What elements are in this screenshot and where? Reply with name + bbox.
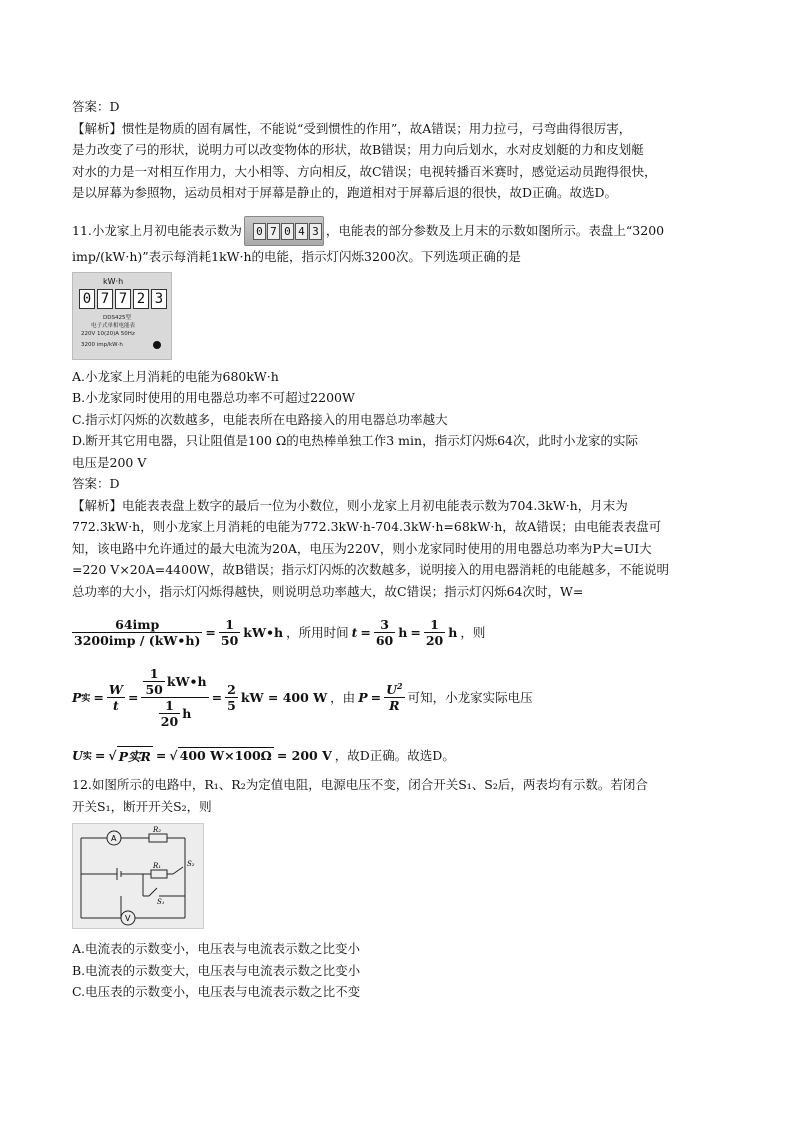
q11-analysis xyxy=(72,495,732,603)
meter-digit: 3 xyxy=(151,289,167,309)
formula-energy: $\frac{\text{64imp}}{\text{3200imp / (kW•h)}}$ = $\frac{1}{50}$ kW•h ，所用时间 t = $\frac{3}{60}$ h = $\frac{1}{20}$ h ，则 xyxy=(74,616,486,648)
q11-stem-part2: ，电能表的部分参数及上月末的示数如图所示。表盘上“3200 xyxy=(325,222,665,238)
analysis-line: =220 V×20A=4400W，故B错误；指示灯闪烁的次数越多，说明接入的用电器消耗的电能越多，不能说明 xyxy=(72,562,670,577)
option-b: B.小龙家同时使用的用电器总功率不可超过2200W xyxy=(72,390,355,405)
option-a: A.小龙家上月消耗的电能为680kW·h xyxy=(72,368,279,384)
meter-digit: 0 xyxy=(281,223,294,240)
q11-stem-line2: imp/(kW·h)”表示每消耗1kW·h的电能，指示灯闪烁3200次。下列选项正确的是 xyxy=(72,249,521,264)
inline-meter-image xyxy=(244,216,324,246)
analysis-line: 【解析】电能表表盘上数字的最后一位为小数位，则小龙家上月初电能表示数为704.3kW·h，月末为 xyxy=(72,497,628,513)
meter-model: DDS425型 xyxy=(103,314,131,321)
meter-digit: 0 xyxy=(79,289,95,309)
option-b: B.电流表的示数变大，电压表与电流表示数之比变小 xyxy=(72,962,361,978)
q12-options xyxy=(72,938,732,1003)
document-page xyxy=(72,96,732,1003)
s2-label: S₂ xyxy=(187,860,195,868)
meter-digit: 0 xyxy=(253,223,266,240)
r1-label: R₁ xyxy=(153,862,162,870)
option-c: C.指示灯闪烁的次数越多，电能表所在电路接入的用电器总功率越大 xyxy=(72,411,448,427)
meter-rating: 220V 10(20)A 50Hz xyxy=(81,330,135,337)
meter-constant: 3200 imp/kW·h xyxy=(81,341,123,348)
analysis-line: 772.3kW·h，则小龙家上月消耗的电能为772.3kW·h-704.3kW·h=68kW·h，故A错误；由电能表表盘可 xyxy=(72,519,662,534)
formula-voltage: U 实 = √ P实R = √ 400 W×100Ω = 200 V ，故D正确。故选D。 xyxy=(72,747,455,764)
option-c: C.电压表的示数变小，电压表与电流表示数之比不变 xyxy=(72,984,361,999)
q12-stem-line1: 12.如图所示的电路中，R₁、R₂为定值电阻，电源电压不变，闭合开关S₁、S₂后，两表均有示数。若闭合 xyxy=(72,777,648,792)
sqrt-icon: √ xyxy=(108,747,117,763)
circuit-diagram xyxy=(72,823,204,929)
q10-analysis xyxy=(72,118,732,204)
meter-unit: kW·h xyxy=(103,276,124,286)
analysis-line: 【解析】惯性是物质的固有属性，不能说“受到惯性的作用”，故A错误；用力拉弓，弓弯曲得很厉害， xyxy=(72,120,632,136)
meter-digit: 3 xyxy=(309,223,322,240)
q12-stem-line2: 开关S₁，断开开关S₂，则 xyxy=(72,798,212,814)
indicator-light-icon xyxy=(153,341,161,349)
meter-digit: 7 xyxy=(97,289,113,309)
analysis-line: 对水的力是一对相互作用力，大小相等、方向相反，故C错误；电视转播百米赛时，感觉运动员跑得很快， xyxy=(72,163,657,179)
meter-type: 电子式单相电能表 xyxy=(91,322,136,329)
formula-power: P 实 = $\frac{W}{t}$ = $\frac{1}{50}$ kW•h $\frac{1}{20}$ h = $\frac{2}{5}$ kW = 400 W ，由 P = $\frac{U^2}{R}$ 可知，小龙家实际电压 xyxy=(72,665,533,729)
option-d-cont: 电压是200 V xyxy=(72,454,147,470)
analysis-line: 知，该电路中允许通过的最大电流为20A，电压为220V，则小龙家同时使用的用电器总功率为P大=UI大 xyxy=(72,540,652,556)
analysis-line: 是力改变了弓的形状，说明力可以改变物体的形状，故B错误；用力向后划水，水对皮划艇的力和皮划艇 xyxy=(72,142,644,157)
meter-digit: 7 xyxy=(267,223,280,240)
q11-answer: 答案：D xyxy=(72,476,120,491)
meter-digit: 7 xyxy=(115,289,131,309)
analysis-line: 总功率的大小，指示灯闪烁得越快，则说明总功率越大，故C错误；指示灯闪烁64次时，W= xyxy=(72,583,584,599)
analysis-line: 是以屏幕为参照物，运动员相对于屏幕是静止的，跑道相对于屏幕后退的很快，故D正确。故选D。 xyxy=(72,185,618,200)
option-d: D.断开其它用电器，只让阻值是100 Ω的电热棒单独工作3 min，指示灯闪烁64次，此时小龙家的实际 xyxy=(72,433,638,448)
meter-digit: 2 xyxy=(133,289,149,309)
sqrt-icon: √ xyxy=(169,747,178,763)
electric-meter-image xyxy=(72,272,172,360)
voltmeter-label: V xyxy=(125,914,131,923)
q10-answer: 答案：D xyxy=(72,99,120,114)
q11-stem-part1: 11.小龙家上月初电能表示数为 xyxy=(72,222,242,238)
r2-label: R₂ xyxy=(153,826,162,834)
s1-label: S₁ xyxy=(157,898,165,906)
q11-options xyxy=(72,366,732,474)
ammeter-label: A xyxy=(111,834,117,843)
option-a: A.电流表的示数变小，电压表与电流表示数之比变小 xyxy=(72,941,361,956)
meter-digit: 4 xyxy=(295,223,308,240)
q11-stem xyxy=(72,216,732,247)
